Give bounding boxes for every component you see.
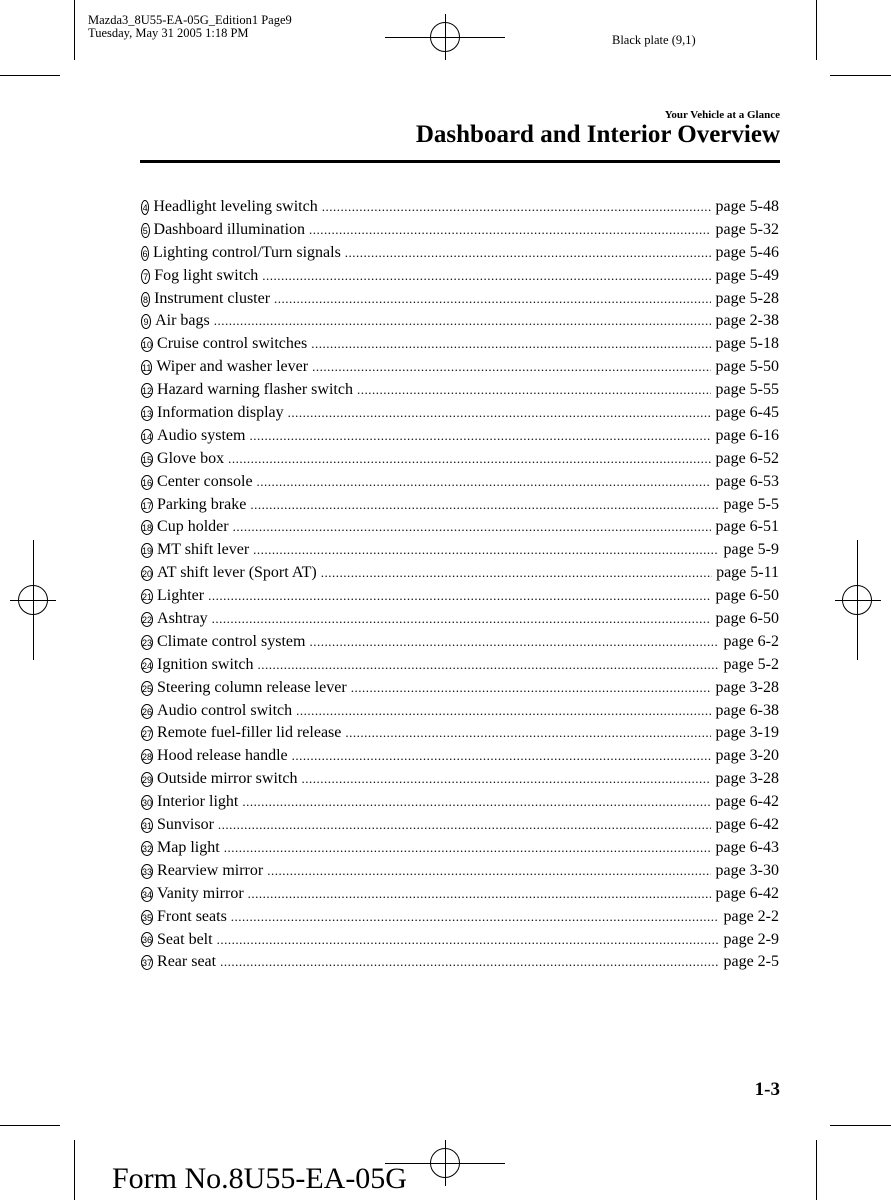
list-item [141, 471, 779, 494]
list-item [141, 837, 779, 860]
item-label: Ignition switch [157, 655, 254, 673]
item-label: Center console [157, 472, 253, 490]
dot-leader [301, 768, 711, 791]
page-reference: page 2-2 [723, 907, 779, 925]
page-reference: page 6-42 [715, 816, 779, 834]
dot-leader [345, 242, 712, 265]
list-item [141, 288, 779, 311]
dot-leader [228, 448, 711, 471]
item-number-badge: 28 [141, 749, 153, 764]
list-item [141, 333, 779, 356]
dot-leader [292, 745, 712, 768]
dot-leader [257, 654, 719, 677]
page-reference: page 6-50 [715, 610, 779, 628]
list-item [141, 951, 779, 974]
page-reference: page 5-2 [723, 655, 779, 673]
dot-leader [242, 791, 711, 814]
dot-leader [311, 333, 711, 356]
item-number-badge: 13 [141, 406, 153, 421]
dot-leader [296, 700, 711, 723]
list-item [141, 196, 779, 219]
item-number-badge: 19 [141, 543, 153, 558]
list-item [141, 585, 779, 608]
item-number-badge: 21 [141, 589, 153, 604]
item-number-badge: 32 [141, 841, 153, 856]
list-item [141, 631, 779, 654]
item-label: Dashboard illumination [153, 220, 306, 238]
list-item [141, 425, 779, 448]
item-number-badge: 24 [141, 658, 153, 673]
item-label: Vanity mirror [157, 884, 244, 902]
dot-leader [224, 837, 712, 860]
page-title: Dashboard and Interior Overview [415, 121, 780, 148]
form-number: Form No.8U55-EA-05G [112, 1162, 407, 1195]
item-label: Seat belt [157, 930, 213, 948]
item-label: Air bags [155, 312, 210, 330]
list-item [141, 356, 779, 379]
item-label: Information display [157, 404, 284, 422]
item-label: Wiper and washer lever [156, 358, 309, 376]
list-item [141, 700, 779, 723]
print-file-line: Mazda3_8U55-EA-05G_Edition1 Page9 [88, 13, 292, 27]
dot-leader [309, 219, 711, 242]
item-label: Steering column release lever [157, 678, 347, 696]
list-item [141, 379, 779, 402]
item-number-badge: 30 [141, 795, 153, 810]
list-item [141, 562, 779, 585]
dot-leader [249, 425, 711, 448]
dot-leader [262, 265, 711, 288]
dot-leader [233, 516, 712, 539]
page-reference: page 2-9 [723, 930, 779, 948]
list-item [141, 265, 779, 288]
list-item [141, 539, 779, 562]
list-item [141, 860, 779, 883]
dot-leader [253, 539, 719, 562]
item-label: Glove box [157, 449, 225, 467]
title-rule [140, 160, 780, 163]
list-item [141, 791, 779, 814]
page-reference: page 5-55 [715, 381, 779, 399]
dot-leader [345, 722, 711, 745]
dot-leader [220, 951, 719, 974]
item-label: Remote fuel-filler lid release [157, 724, 342, 742]
dot-leader [312, 356, 711, 379]
list-item [141, 654, 779, 677]
item-number-badge: 15 [141, 452, 153, 467]
item-label: Audio system [157, 426, 246, 444]
item-label: Rear seat [157, 953, 217, 971]
section-label: Your Vehicle at a Glance [664, 109, 780, 121]
dot-leader [231, 906, 720, 929]
page-reference: page 6-43 [715, 838, 779, 856]
list-item [141, 608, 779, 631]
list-item [141, 402, 779, 425]
item-number-badge: 11 [141, 360, 152, 375]
list-item [141, 883, 779, 906]
item-label: Front seats [157, 907, 227, 925]
page-reference: page 5-50 [715, 358, 779, 376]
item-label: Lighter [157, 587, 205, 605]
item-label: Headlight leveling switch [153, 198, 318, 215]
item-label: Map light [157, 838, 220, 856]
item-number-badge: 33 [141, 864, 153, 879]
item-label: Hood release handle [157, 747, 288, 765]
page-number: 1-3 [754, 1079, 780, 1100]
page-reference: page 5-49 [715, 266, 779, 284]
page-reference: page 3-28 [715, 770, 779, 788]
page-reference: page 6-16 [715, 426, 779, 444]
page-reference: page 5-48 [715, 198, 779, 215]
dot-leader [351, 677, 712, 700]
item-label: Outside mirror switch [157, 770, 298, 788]
item-label: AT shift lever (Sport AT) [157, 564, 317, 582]
item-number-badge: 17 [141, 498, 153, 513]
page-reference: page 3-28 [715, 678, 779, 696]
item-label: Cup holder [157, 518, 229, 536]
item-label: Cruise control switches [157, 335, 308, 353]
item-label: Interior light [157, 793, 239, 811]
item-number-badge: 34 [141, 887, 153, 902]
page-reference: page 3-30 [715, 861, 779, 879]
item-label: Hazard warning flasher switch [157, 381, 353, 399]
page-reference: page 5-46 [715, 243, 779, 261]
item-number-badge: 16 [141, 475, 153, 490]
item-number-badge: 12 [141, 383, 153, 398]
page-reference: page 5-11 [716, 564, 779, 582]
item-label: MT shift lever [157, 541, 250, 559]
dot-leader [357, 379, 712, 402]
item-number-badge: 35 [141, 910, 153, 925]
dot-leader [248, 883, 712, 906]
dot-leader [288, 402, 712, 425]
item-label: Lighting control/Turn signals [152, 243, 341, 261]
dot-leader [274, 288, 711, 311]
item-number-badge: 5 [141, 223, 150, 238]
list-item [141, 745, 779, 768]
page-reference: page 2-5 [723, 953, 779, 971]
dot-leader [267, 860, 711, 883]
page-reference: page 5-5 [723, 495, 779, 513]
item-number-badge: 4 [141, 200, 149, 215]
dot-leader [218, 814, 712, 837]
item-label: Fog light switch [154, 266, 259, 284]
item-number-badge: 37 [141, 955, 153, 970]
dot-leader [321, 562, 712, 585]
item-label: Instrument cluster [154, 289, 271, 307]
page-reference: page 5-9 [723, 541, 779, 559]
page-reference: page 3-20 [715, 747, 779, 765]
page-reference: page 6-53 [715, 472, 779, 490]
list-item [141, 906, 779, 929]
page-reference: page 6-52 [715, 449, 779, 467]
item-label: Audio control switch [157, 701, 293, 719]
item-label: Sunvisor [157, 816, 214, 834]
item-number-badge: 29 [141, 772, 153, 787]
list-item [141, 242, 779, 265]
page-reference: page 5-18 [715, 335, 779, 353]
item-number-badge: 8 [141, 292, 150, 307]
item-number-badge: 20 [141, 566, 153, 581]
list-item [141, 814, 779, 837]
item-number-badge: 22 [141, 612, 153, 627]
item-number-badge: 10 [141, 337, 153, 352]
dot-leader [208, 585, 711, 608]
plate-label: Black plate (9,1) [612, 33, 696, 47]
dot-leader [250, 494, 719, 517]
dot-leader [257, 471, 712, 494]
item-number-badge: 31 [141, 818, 153, 833]
item-number-badge: 7 [141, 269, 150, 284]
item-label: Ashtray [157, 610, 208, 628]
page-reference: page 5-32 [715, 220, 779, 238]
list-item [141, 677, 779, 700]
item-number-badge: 36 [141, 932, 153, 947]
item-number-badge: 23 [141, 635, 153, 650]
list-item [141, 219, 779, 242]
item-number-badge: 25 [141, 681, 153, 696]
page-reference: page 6-45 [715, 404, 779, 422]
item-number-badge: 6 [141, 246, 149, 261]
dot-leader [212, 608, 712, 631]
list-item [141, 494, 779, 517]
item-number-badge: 9 [141, 314, 151, 329]
item-number-badge: 18 [141, 520, 153, 535]
item-number-badge: 26 [141, 704, 153, 719]
dot-leader [214, 310, 712, 333]
page-reference: page 6-50 [715, 587, 779, 605]
page-reference: page 6-38 [715, 701, 779, 719]
item-number-badge: 14 [141, 429, 153, 444]
item-label: Parking brake [157, 495, 247, 513]
page-reference: page 6-42 [715, 793, 779, 811]
item-number-badge: 27 [141, 726, 153, 741]
list-item [141, 516, 779, 539]
list-item [141, 722, 779, 745]
page-reference: page 6-2 [723, 632, 779, 650]
dot-leader [217, 929, 720, 952]
list-item [141, 310, 779, 333]
page-reference: page 6-42 [715, 884, 779, 902]
list-item [141, 448, 779, 471]
component-index-list [141, 196, 779, 974]
item-label: Rearview mirror [157, 861, 264, 879]
list-item [141, 929, 779, 952]
page-reference: page 6-51 [715, 518, 779, 536]
list-item [141, 768, 779, 791]
item-label: Climate control system [157, 632, 306, 650]
page-reference: page 2-38 [715, 312, 779, 330]
dot-leader [322, 196, 712, 219]
dot-leader [309, 631, 719, 654]
page-reference: page 3-19 [715, 724, 779, 742]
page-reference: page 5-28 [715, 289, 779, 307]
print-date-line: Tuesday, May 31 2005 1:18 PM [88, 26, 249, 40]
